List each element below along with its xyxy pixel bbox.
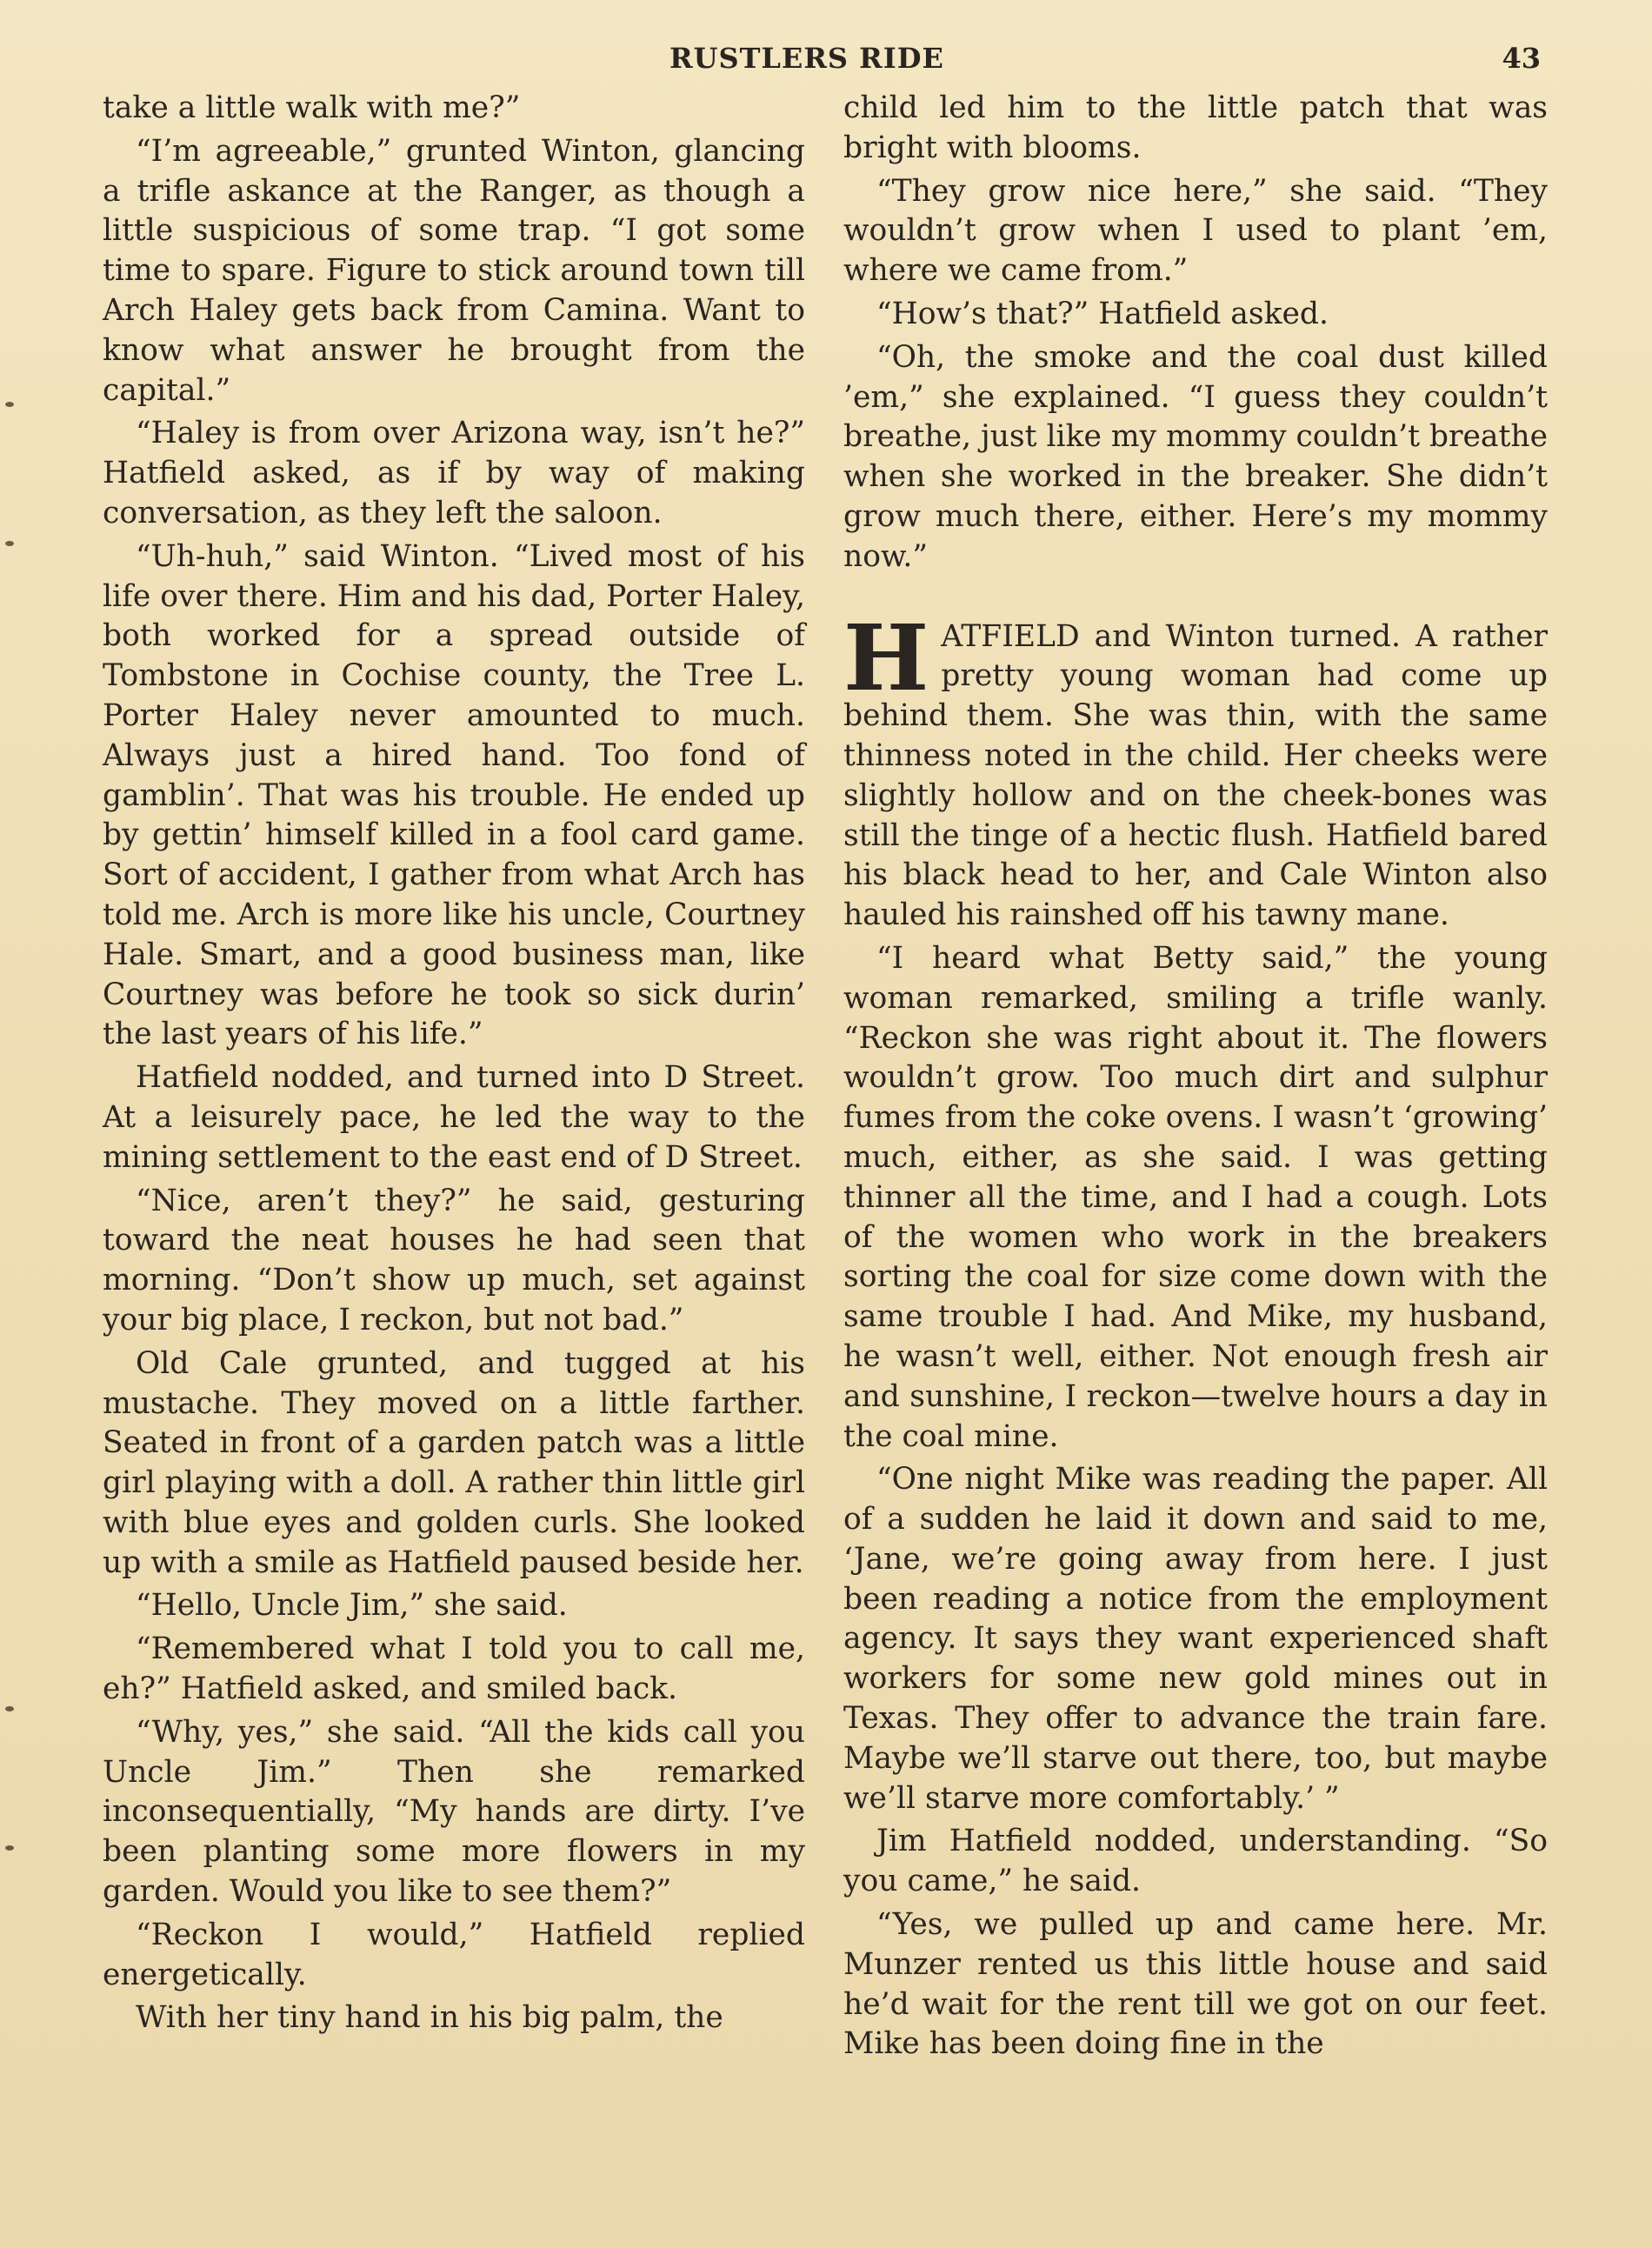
- paragraph: Old Cale grunted, and tugged at his mustache. They moved on a little farther. Seated in front of a garden patch was a little girl playing with a doll. A rather thin little girl with blue eyes and golden curls. She looked up with a smile as Hatfield paused beside her.: [103, 1345, 805, 1580]
- left-column: [103, 89, 805, 2042]
- running-title: RUSTLERS RIDE: [669, 42, 944, 75]
- paragraph: “How’s that?” Hatfield asked.: [876, 296, 1329, 331]
- paragraph: “Oh, the smoke and the coal dust killed ’em,” she explained. “I guess they couldn’t breathe, just like my mommy couldn’t breathe when she worked in the breaker. She didn’t grow much there, either. Here’s my mommy now.”: [843, 339, 1548, 574]
- drop-cap: H: [843, 604, 929, 711]
- paragraph: “Hello, Uncle Jim,” she said.: [136, 1588, 568, 1624]
- paragraph: With her tiny hand in his big palm, the: [136, 2000, 723, 2036]
- section-opening-text: ATFIELD and Winton turned. A rather pretty young woman had come up behind them. She was thin, with the same thinness noted in the child. Her cheeks were slightly hollow and on the cheek-bones was still the tinge of a hectic flush. Hatfield bared his black head to her, and Cale Winton also hauled his rainshed off his tawny mane.: [843, 618, 1548, 933]
- punch-hole-mark: [5, 1706, 14, 1711]
- punch-hole-mark: [5, 541, 14, 546]
- paragraph: Jim Hatfield nodded, understanding. “So you came,” he said.: [843, 1824, 1548, 1899]
- paragraph: “Reckon I would,” Hatfield replied energetically.: [103, 1917, 805, 1992]
- paragraph: “I’m agreeable,” grunted Winton, glancing a trifle askance at the Ranger, as though a little suspicious of some trap. “I got some time to spare. Figure to stick around town till Arch Haley gets back from Camina. Want to know what answer he brought from the capital.”: [103, 133, 805, 408]
- paragraph: “Uh-huh,” said Winton. “Lived most of his life over there. Him and his dad, Porter Haley, both worked for a spread outside of Tombstone in Cochise county, the Tree L. Porter Haley never amounted to much. Always just a hired hand. Too fond of gamblin’. That was his trouble. He ended up by gettin’ himself killed in a fool card game. Sort of accident, I gather from what Arch has told me. Arch is more like his uncle, Courtney Hale. Smart, and a good business man, like Courtney was before he took so sick durin’ the last years of his life.”: [103, 538, 805, 1052]
- paragraph: “They grow nice here,” she said. “They wouldn’t grow when I used to plant ’em, where we came from.”: [843, 173, 1548, 289]
- paragraph: “One night Mike was reading the paper. All of a sudden he laid it down and said to me, ‘Jane, we’re going away from here. I just been reading a notice from the employment agency. It says they want experienced shaft workers for some new gold mines out in Texas. They offer to advance the train fare. Maybe we’ll starve out there, too, but maybe we’ll starve more comfortably.’ ”: [843, 1462, 1548, 1816]
- page-header: [0, 42, 1652, 85]
- paragraph: “Nice, aren’t they?” he said, gesturing toward the neat houses he had seen that morning. “Don’t show up much, set against your big place, I reckon, but not bad.”: [103, 1183, 805, 1337]
- paragraph: take a little walk with me?”: [103, 90, 521, 125]
- paragraph: “I heard what Betty said,” the young woman remarked, smiling a trifle wanly. “Reckon she was right about it. The flowers wouldn’t grow. Too much dirt and sulphur fumes from the coke ovens. I wasn’t ‘growing’ much, either, as she said. I was getting thinner all the time, and I had a cough. Lots of the women who work in the breakers sorting the coal for size come down with the same trouble I had. And Mike, my husband, he wasn’t well, either. Not enough fresh air and sunshine, I reckon—twelve hours a day in the coal mine.: [843, 940, 1548, 1454]
- section-opening-paragraph: [843, 604, 1548, 936]
- paragraph: “Yes, we pulled up and came here. Mr. Munzer rented us this little house and said he’d wait for the rent till we got on our feet. Mike has been doing fine in the: [843, 1907, 1548, 2062]
- right-column: [843, 89, 1548, 2068]
- punch-hole-mark: [5, 1845, 14, 1851]
- page-number: 43: [1502, 42, 1541, 75]
- paragraph: child led him to the little patch that was bright with blooms.: [843, 90, 1548, 165]
- punch-hole-mark: [5, 402, 14, 407]
- paragraph: “Why, yes,” she said. “All the kids call you Uncle Jim.” Then she remarked inconsequentially, “My hands are dirty. I’ve been planting some more flowers in my garden. Would you like to see them?”: [103, 1714, 805, 1910]
- paragraph: “Haley is from over Arizona way, isn’t he?” Hatfield asked, as if by way of making conversation, as they left the saloon.: [103, 416, 805, 530]
- paragraph: Hatfield nodded, and turned into D Street. At a leisurely pace, he led the way to the mining settlement to the east end of D Street.: [103, 1060, 805, 1175]
- paragraph: “Remembered what I told you to call me, eh?” Hatfield asked, and smiled back.: [103, 1631, 805, 1707]
